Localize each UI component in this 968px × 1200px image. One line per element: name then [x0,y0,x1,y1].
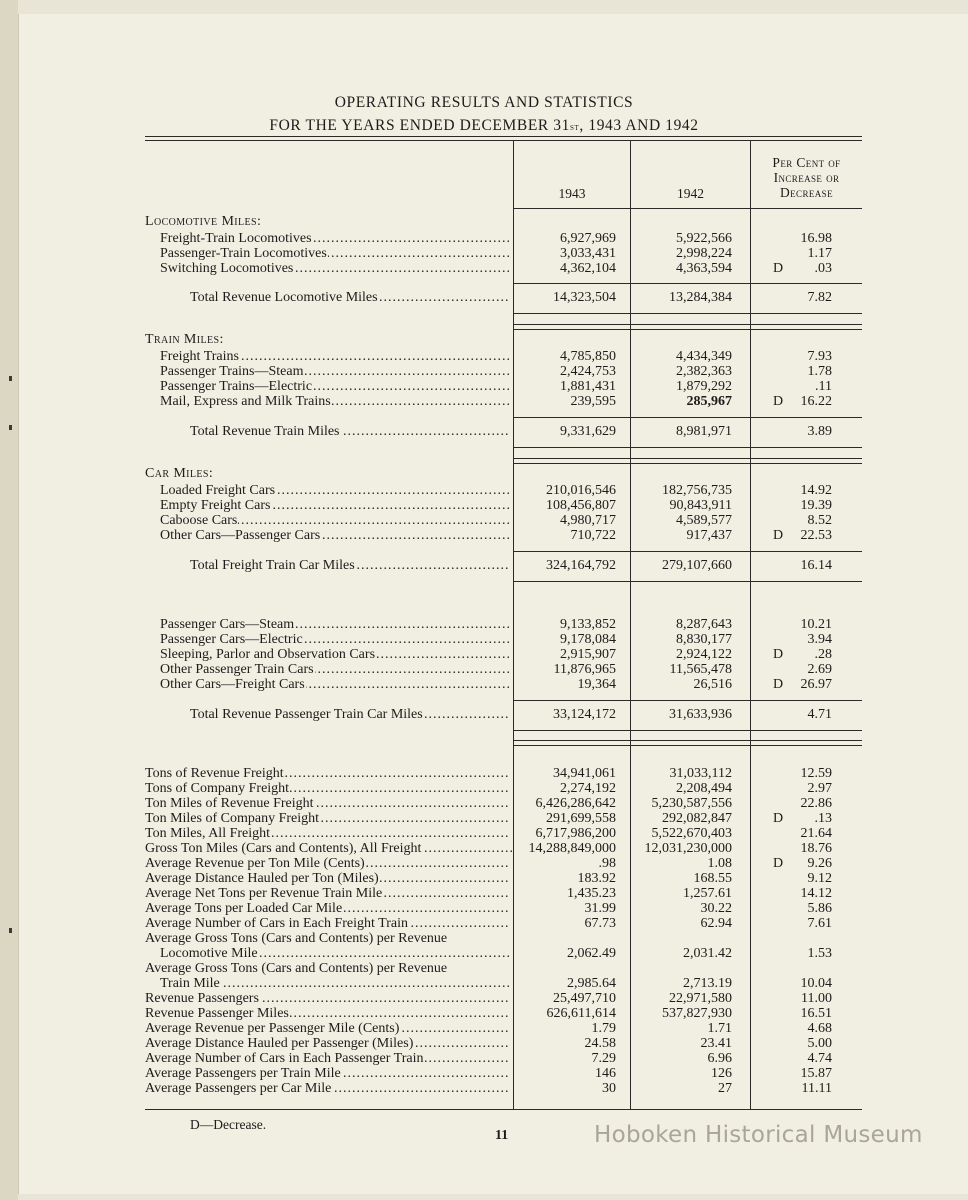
museum-watermark: Hoboken Historical Museum [594,1122,923,1148]
table-row: Average Revenue per Ton Mile (Cents) ..... .98 1.08 D 9.26 [0,856,968,872]
total-row: Total Revenue Passenger Train Car Miles ..... 33,124,172 31,633,936 4.71 [0,707,968,723]
table-row: Average Number of Cars in Each Passenger Train ..... 7.29 6.96 4.74 [0,1051,968,1067]
table-row: Ton Miles of Company Freight ..... 291,699,558 292,082,847 D .13 [0,811,968,827]
table-row: Passenger Cars—Steam ..... 9,133,852 8,287,643 10.21 [0,617,968,633]
table-row: Passenger Cars—Electric ..... 9,178,084 8,830,177 3.94 [0,632,968,648]
table-row: Average Number of Cars in Each Freight Train ..... 67.73 62.94 7.61 [0,916,968,932]
bottom-rule [145,1109,862,1110]
section-heading-car-miles: Car Miles: [145,466,214,481]
table-row: Ton Miles, All Freight ..... 6,717,986,200 5,522,670,403 21.64 [0,826,968,842]
total-row: Total Revenue Locomotive Miles ..... 14,323,504 13,284,384 7.82 [0,290,968,306]
table-row: Passenger Trains—Electric ..... 1,881,431 1,879,292 .11 [0,379,968,395]
page-number: 11 [495,1128,509,1143]
table-row: Loaded Freight Cars ..... 210,016,546 182,756,735 14.92 [0,483,968,499]
table-row: Other Cars—Passenger Cars ..... 710,722 917,437 D 22.53 [0,528,968,544]
table-row: Tons of Company Freight ..... 2,274,192 2,208,494 2.97 [0,781,968,797]
column-header-percent: Per Cent of Increase or Decrease [772,155,841,200]
table-row: Average Net Tons per Revenue Train Mile ..... 1,435.23 1,257.61 14.12 [0,886,968,902]
table-row-label: Average Gross Tons (Cars and Contents) per Revenue [145,961,448,976]
section-heading-train-miles: Train Miles: [145,332,224,347]
table-row: Average Passengers per Train Mile ..... 146 126 15.87 [0,1066,968,1082]
table-row: Freight-Train Locomotives ..... 6,927,969 5,922,566 16.98 [0,231,968,247]
table-row: Other Cars—Freight Cars ..... 19,364 26,516 D 26.97 [0,677,968,693]
table-row: Average Distance Hauled per Ton (Miles) ..... 183.92 168.55 9.12 [0,871,968,887]
total-row: Total Freight Train Car Miles ..... 324,164,792 279,107,660 16.14 [0,558,968,574]
table-row-label: Average Gross Tons (Cars and Contents) per Revenue [145,931,448,946]
table-row: Train Mile ..... 2,985.64 2,713.19 10.04 [0,976,968,992]
table-row: Revenue Passengers ..... 25,497,710 22,971,580 11.00 [0,991,968,1007]
section-heading-locomotive-miles: Locomotive Miles: [145,214,262,229]
table-row: Average Passengers per Car Mile ..... 30 27 11.11 [0,1081,968,1097]
table-row: Gross Ton Miles (Cars and Contents), All Freight ..... 14,288,849,000 12,031,230,000 18.76 [0,841,968,857]
column-header-1943: 1943 [558,186,586,201]
table-row: Average Distance Hauled per Passenger (Miles) ..... 24.58 23.41 5.00 [0,1036,968,1052]
table-row: Switching Locomotives ..... 4,362,104 4,363,594 D .03 [0,261,968,277]
table-row: Freight Trains ..... 4,785,850 4,434,349 7.93 [0,349,968,365]
table-row: Tons of Revenue Freight ..... 34,941,061 31,033,112 12.59 [0,766,968,782]
total-row: Total Revenue Train Miles ..... 9,331,629 8,981,971 3.89 [0,424,968,440]
table-row: Average Revenue per Passenger Mile (Cents) ..... 1.79 1.71 4.68 [0,1021,968,1037]
table-row: Other Passenger Train Cars ..... 11,876,965 11,565,478 2.69 [0,662,968,678]
table-row: Caboose Cars ..... 4,980,717 4,589,577 8.52 [0,513,968,529]
table-row: Passenger Trains—Steam ..... 2,424,753 2,382,363 1.78 [0,364,968,380]
table-row: Passenger-Train Locomotives ..... 3,033,431 2,998,224 1.17 [0,246,968,262]
report-subtitle: FOR THE YEARS ENDED DECEMBER 31st, 1943 AND 1942 [269,117,699,134]
table-row: Empty Freight Cars ..... 108,456,807 90,843,911 19.39 [0,498,968,514]
table-row: Sleeping, Parlor and Observation Cars ..... 2,915,907 2,924,122 D .28 [0,647,968,663]
table-row: Mail, Express and Milk Trains ..... 239,595 285,967 D 16.22 [0,394,968,410]
table-row: Ton Miles of Revenue Freight ..... 6,426,286,642 5,230,587,556 22.86 [0,796,968,812]
table-row: Locomotive Mile ..... 2,062.49 2,031.42 1.53 [0,946,968,962]
footnote-decrease: D—Decrease. [190,1117,267,1132]
table-row: Average Tons per Loaded Car Mile ..... 31.99 30.22 5.86 [0,901,968,917]
report-title: OPERATING RESULTS AND STATISTICS [334,94,634,111]
table-row: Revenue Passenger Miles ..... 626,611,614 537,827,930 16.51 [0,1006,968,1022]
column-header-1942: 1942 [677,186,704,201]
